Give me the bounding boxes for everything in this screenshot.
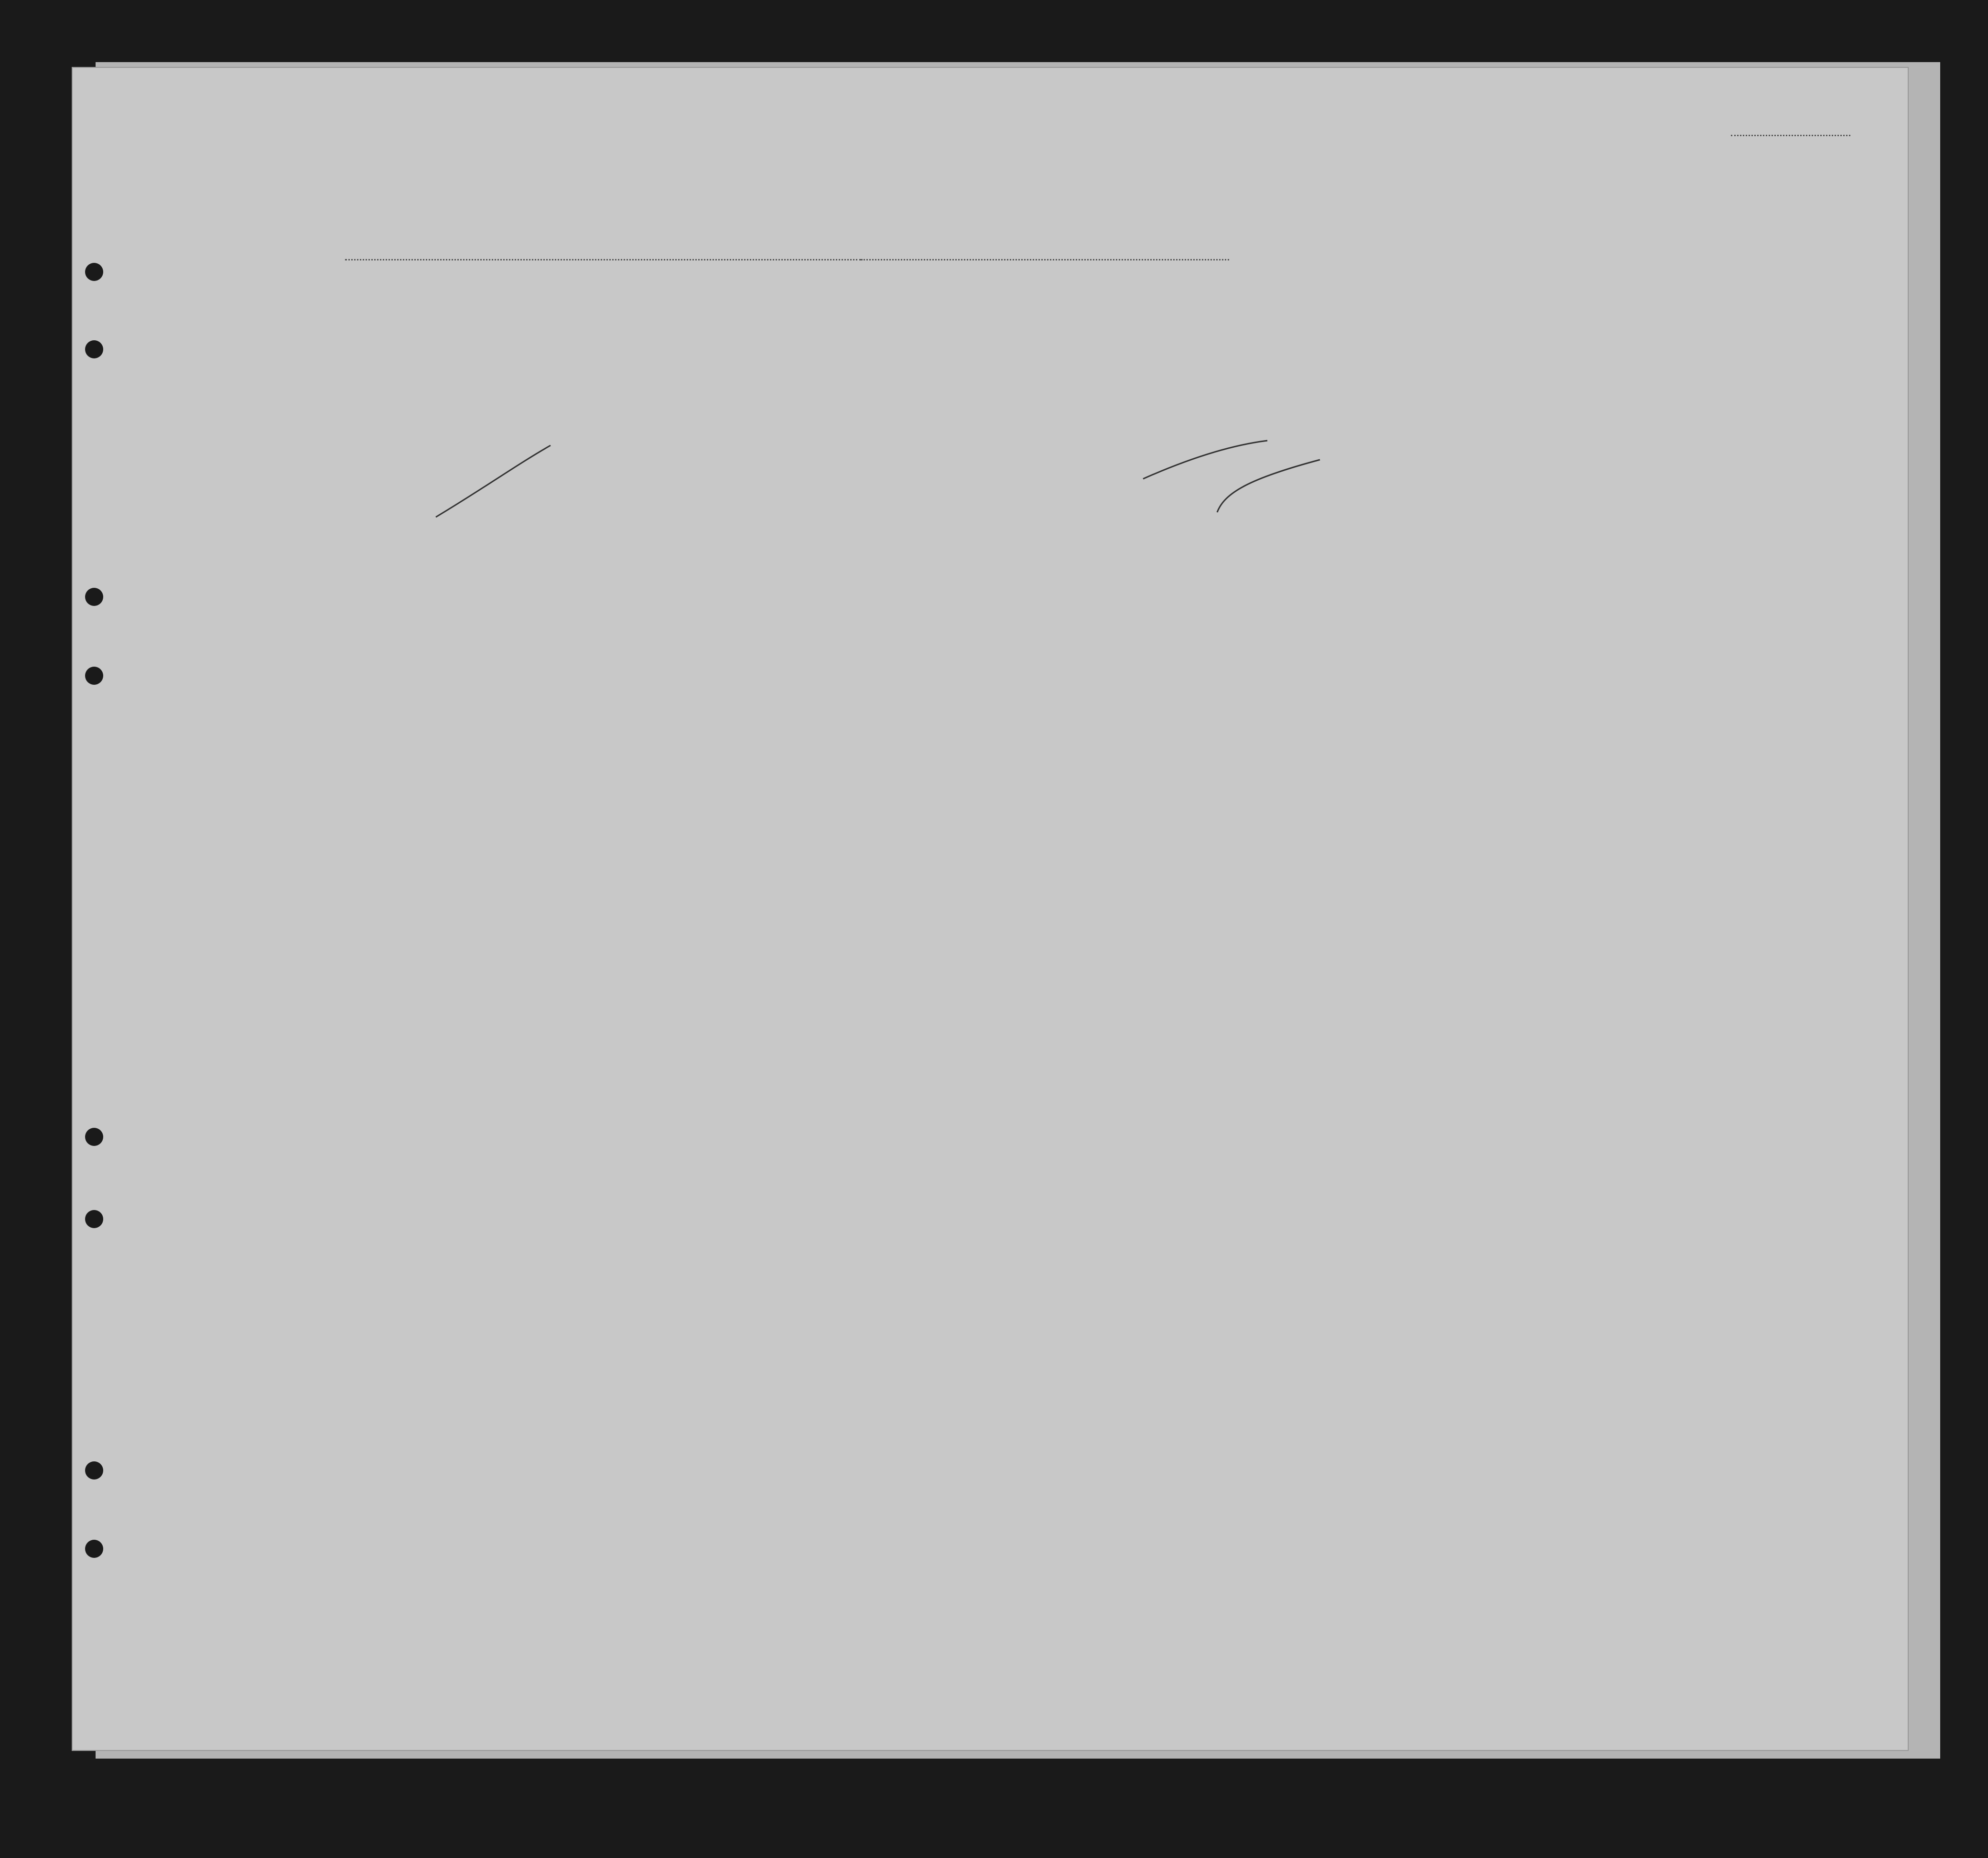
punch-hole (85, 263, 103, 281)
punch-hole (85, 1461, 103, 1480)
punch-hole (85, 1540, 103, 1558)
punch-hole (85, 667, 103, 685)
punch-hole (85, 1210, 103, 1228)
punch-hole (85, 1128, 103, 1146)
pen-strokes (73, 68, 1908, 1750)
punch-hole (85, 588, 103, 606)
manifest-sheet (72, 67, 1909, 1751)
punch-hole (85, 340, 103, 358)
